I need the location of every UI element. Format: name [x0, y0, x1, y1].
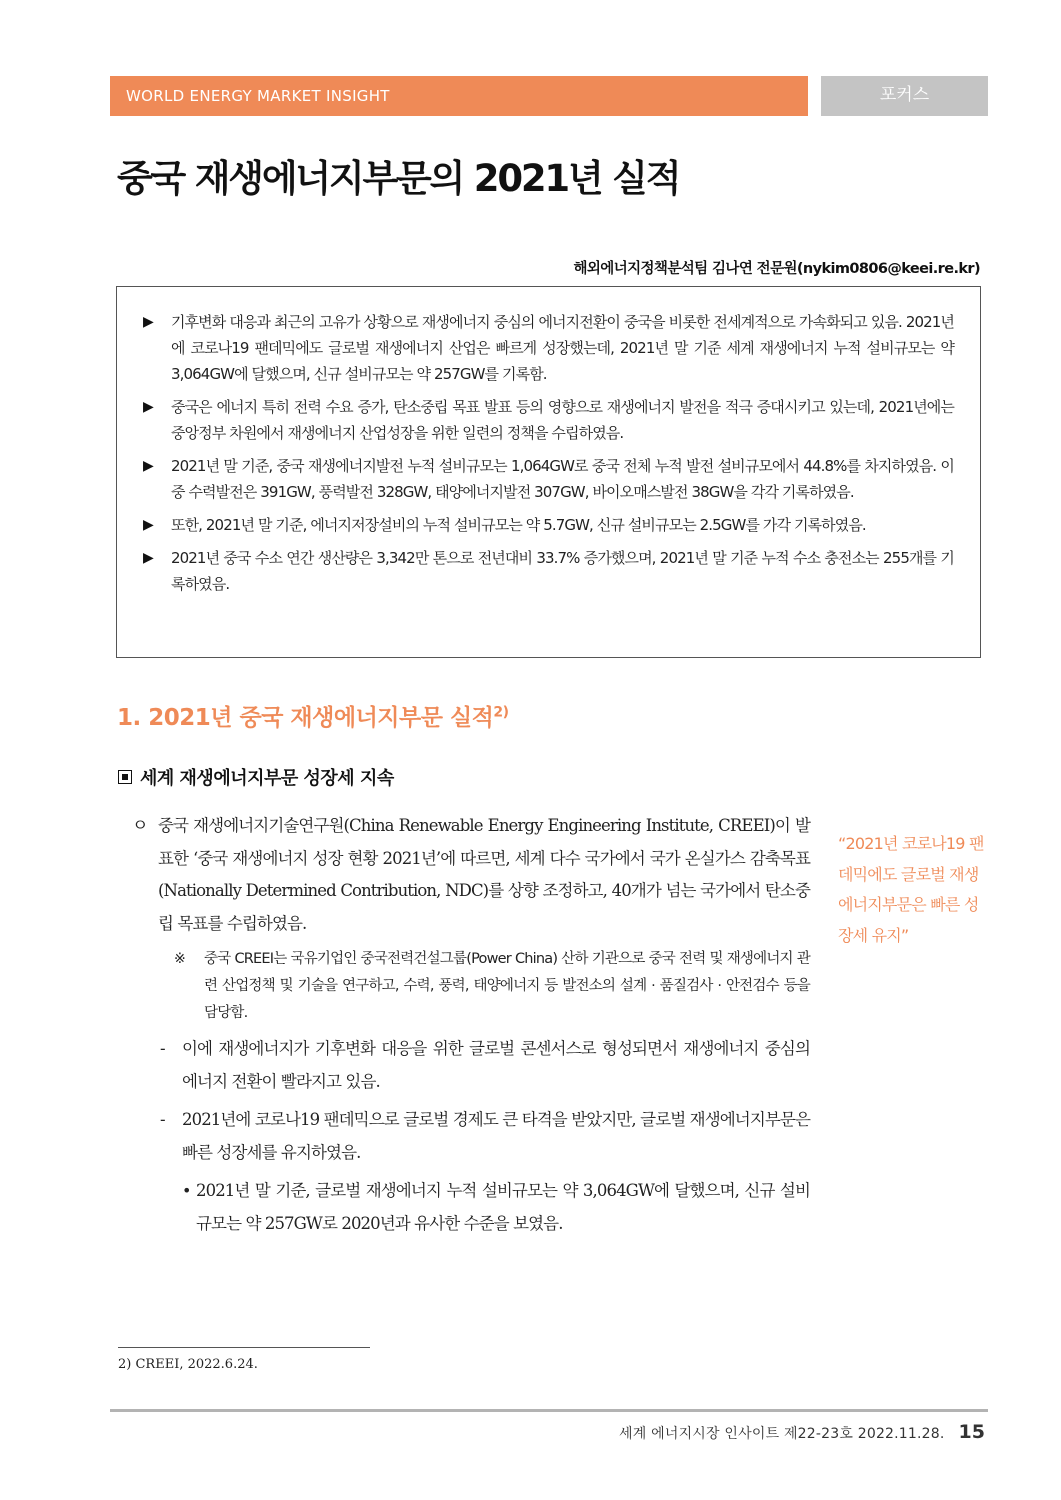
dash-item — [160, 1104, 810, 1169]
footer-text: 세계 에너지시장 인사이트 제22-23호 2022.11.28. — [619, 1426, 945, 1442]
page-number: 15 — [958, 1421, 985, 1443]
triangle-bullet-icon: ▶ — [143, 399, 154, 415]
footnote: 2) CREEI, 2022.6.24. — [118, 1357, 258, 1372]
dot-item — [182, 1175, 810, 1240]
triangle-bullet-icon: ▶ — [143, 517, 154, 533]
summary-item — [143, 453, 954, 505]
body-content — [132, 810, 810, 1240]
section-title — [117, 699, 509, 732]
subsection-title — [118, 764, 394, 790]
dash-bullet-icon: - — [160, 1110, 166, 1129]
subsection-title-text: 세계 재생에너지부문 성장세 지속 — [140, 768, 394, 789]
page-title: 중국 재생에너지부문의 2021년 실적 — [117, 157, 680, 200]
author-line: 해외에너지정책분석팀 김나연 전문원(nykim0806@keei.re.kr) — [573, 261, 980, 277]
summary-text: 중국은 에너지 특히 전력 수요 증가, 탄소중립 목표 발표 등의 영향으로 재생에너지 발전을 적극 증대시키고 있는데, 2021년에는 중앙정부 차원에서 재생에너지 산업성장을 위한 일련의 정책을 수립하였음. — [171, 398, 954, 442]
footnote-divider — [118, 1347, 370, 1348]
summary-item — [143, 394, 954, 446]
triangle-bullet-icon: ▶ — [143, 458, 154, 474]
series-header: WORLD ENERGY MARKET INSIGHT — [110, 76, 808, 116]
summary-text: 2021년 말 기준, 중국 재생에너지발전 누적 설비규모는 1,064GW로 중국 전체 누적 발전 설비규모에서 44.8%를 차지하였음. 이 중 수력발전은 391GW, 풍력발전 328GW, 태양에너지발전 307GW, 바이오매스발전 38GW을 각각 기록하였음. — [171, 457, 954, 501]
summary-item — [143, 545, 954, 597]
section-title-text: 1. 2021년 중국 재생에너지부문 실적 — [117, 705, 494, 731]
category-tab: 포커스 — [821, 76, 988, 116]
dot-text: 2021년 말 기준, 글로벌 재생에너지 누적 설비규모는 약 3,064GW에 달했으며, 신규 설비규모는 약 257GW로 2020년과 유사한 수준을 보였음. — [196, 1181, 810, 1233]
pull-quote: “2021년 코로나19 팬데믹에도 글로벌 재생에너지부문은 빠른 성장세 유지” — [838, 834, 984, 945]
page-footer — [619, 1421, 985, 1443]
dash-bullet-icon: - — [160, 1039, 166, 1058]
summary-item — [143, 309, 954, 387]
triangle-bullet-icon: ▶ — [143, 550, 154, 566]
summary-text: 기후변화 대응과 최근의 고유가 상황으로 재생에너지 중심의 에너지전환이 중국을 비롯한 전세계적으로 가속화되고 있음. 2021년에 코로나19 팬데믹에도 글로벌 재생에너지 산업은 빠르게 성장했는데, 2021년 말 기준 세계 재생에너지 누적 설비규모는 약 3,064GW에 달했으며, 신규 설비규모는 약 257GW를 기록함. — [171, 313, 954, 383]
summary-box — [116, 286, 981, 658]
reference-mark-icon: ※ — [174, 951, 186, 967]
circle-bullet-icon: ㅇ — [132, 816, 149, 836]
filled-square-icon — [118, 770, 132, 784]
note — [174, 946, 810, 1027]
dash-item — [160, 1033, 810, 1098]
dot-bullet-icon: • — [182, 1181, 192, 1200]
dash-text: 2021년에 코로나19 팬데믹으로 글로벌 경제도 큰 타격을 받았지만, 글로벌 재생에너지부문은 빠른 성장세를 유지하였음. — [182, 1110, 810, 1162]
note-text: 중국 CREEI는 국유기업인 중국전력건설그룹(Power China) 산하 기관으로 중국 전력 및 재생에너지 관련 산업정책 및 기술을 연구하고, 수력, 풍력, 태양에너지 등 발전소의 설계 · 품질검사 · 안전검수 등을 담당함. — [204, 951, 810, 1021]
paragraph-text: 중국 재생에너지기술연구원(China Renewable Energy Engineering Institute, CREEI)이 발표한 ‘중국 재생에너지 성장 현황 2021년’에 따르면, 세계 다수 국가에서 국가 온실가스 감축목표(Nationally Determined Contribution, NDC)를 상향 조정하고, 40개가 넘는 국가에서 탄소중립 목표를 수립하였음. — [158, 816, 810, 933]
summary-item — [143, 512, 954, 538]
triangle-bullet-icon: ▶ — [143, 314, 154, 330]
paragraph — [132, 810, 810, 940]
footer-divider — [110, 1409, 988, 1412]
summary-text: 2021년 중국 수소 연간 생산량은 3,342만 톤으로 전년대비 33.7% 증가했으며, 2021년 말 기준 누적 수소 충전소는 255개를 기록하였음. — [171, 549, 954, 593]
dash-text: 이에 재생에너지가 기후변화 대응을 위한 글로벌 콘센서스로 형성되면서 재생에너지 중심의 에너지 전환이 빨라지고 있음. — [182, 1039, 810, 1091]
footnote-ref: 2) — [493, 704, 509, 721]
summary-text: 또한, 2021년 말 기준, 에너지저장설비의 누적 설비규모는 약 5.7GW, 신규 설비규모는 2.5GW를 가각 기록하였음. — [171, 516, 866, 534]
